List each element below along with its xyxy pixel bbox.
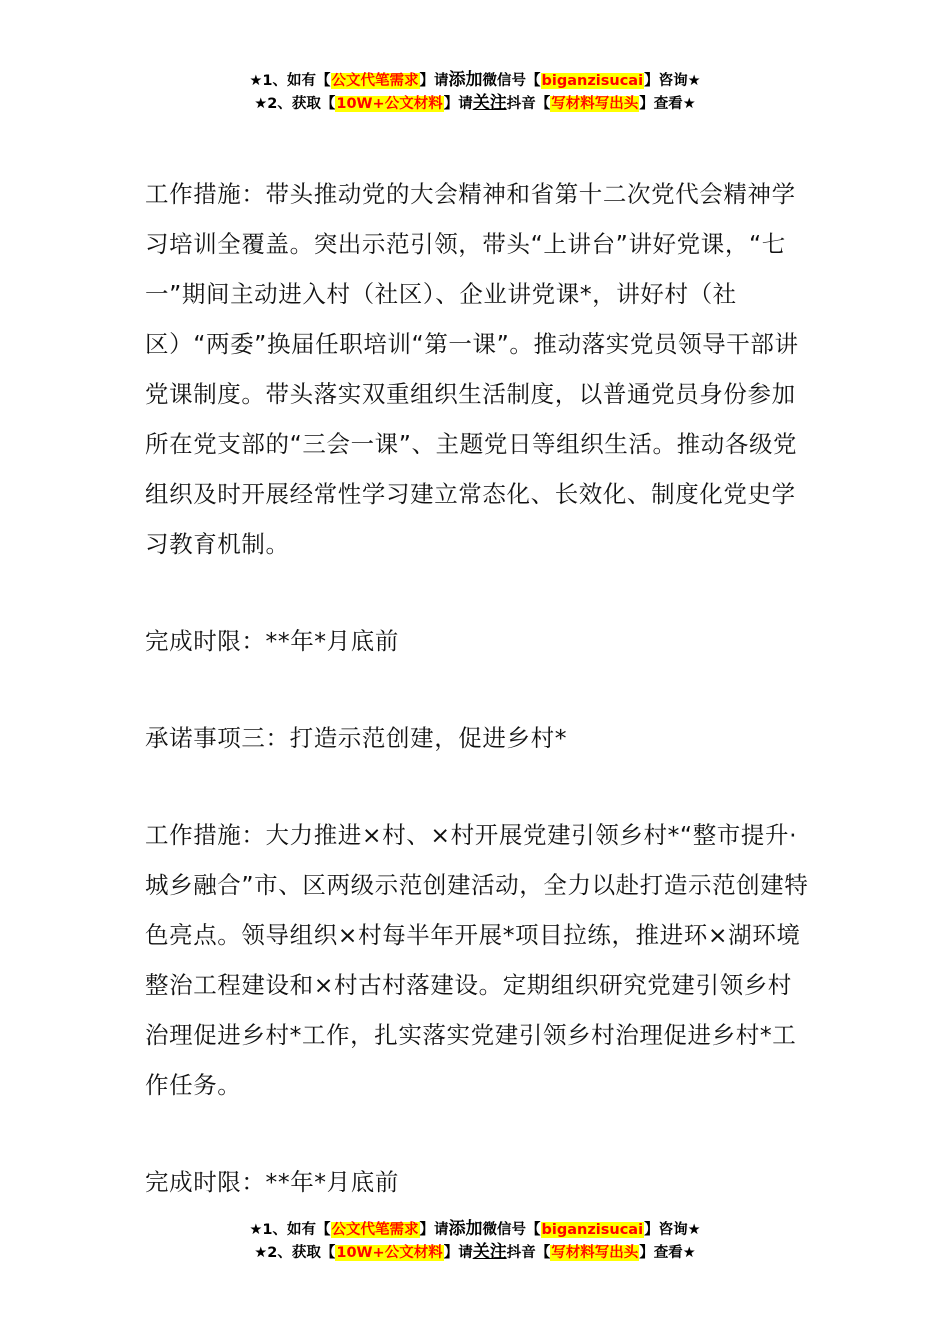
banner-text: 】查看★: [639, 1245, 696, 1261]
banner-emphasis: 关注: [472, 1242, 507, 1262]
banner-text: 】请: [443, 1245, 473, 1261]
banner-text: 抖音【: [506, 96, 551, 112]
banner-line-1: [0, 69, 950, 92]
banner-text: ★2、获取【: [254, 96, 336, 112]
deadline-paragraph: 完成时限：**年*月底前: [145, 1168, 399, 1196]
banner-highlight: 10W+公文材料: [336, 96, 443, 112]
banner-emphasis: 添加: [448, 70, 483, 90]
header-banner: [0, 69, 950, 115]
banner-text: ★2、获取【: [254, 1245, 336, 1261]
banner-text: 】咨询★: [644, 73, 701, 89]
banner-text: 】咨询★: [644, 1222, 701, 1238]
banner-highlight: 10W+公文材料: [336, 1245, 443, 1261]
banner-text: 】查看★: [639, 96, 696, 112]
banner-highlight: biganzisucai: [541, 1222, 644, 1238]
deadline-paragraph: 完成时限：**年*月底前: [145, 627, 399, 655]
banner-line-2: [0, 1241, 950, 1264]
commitment-heading: 承诺事项三：打造示范创建，促进乡村*: [145, 724, 568, 752]
banner-highlight: 写材料写出头: [551, 96, 639, 112]
banner-text: 微信号【: [482, 1222, 541, 1238]
banner-highlight: biganzisucai: [541, 73, 644, 89]
banner-text: ★1、如有【: [249, 1222, 331, 1238]
banner-text: 抖音【: [506, 1245, 551, 1261]
banner-emphasis: 添加: [448, 1219, 483, 1239]
banner-text: 】请: [443, 96, 473, 112]
banner-text: ★1、如有【: [249, 73, 331, 89]
work-measures-paragraph: 工作措施：大力推进×村、×村开展党建引领乡村*“整市提升·城乡融合”市、区两级示范创建活动，全力以赴打造示范创建特色亮点。领导组织×村每半年开展*项目拉练，推进环×湖环境整治工程建设和×村古村落建设。定期组织研究党建引领乡村治理促进乡村*工作，扎实落实党建引领乡村治理促进乡村*工作任务。: [145, 821, 809, 1099]
banner-line-2: [0, 92, 950, 115]
banner-highlight: 公文代笔需求: [331, 1222, 419, 1238]
banner-text: 】请: [419, 73, 449, 89]
footer-banner: [0, 1218, 950, 1264]
banner-text: 微信号【: [482, 73, 541, 89]
banner-highlight: 写材料写出头: [551, 1245, 639, 1261]
banner-line-1: [0, 1218, 950, 1241]
banner-highlight: 公文代笔需求: [331, 73, 419, 89]
banner-text: 】请: [419, 1222, 449, 1238]
banner-emphasis: 关注: [472, 93, 507, 113]
document-body: [145, 169, 810, 1207]
work-measures-paragraph: 工作措施：带头推动党的大会精神和省第十二次党代会精神学习培训全覆盖。突出示范引领，带头“上讲台”讲好党课，“七一”期间主动进入村（社区）、企业讲党课*，讲好村（社区）“两委”换届任职培训“第一课”。推动落实党员领导干部讲党课制度。带头落实双重组织生活制度，以普通党员身份参加所在党支部的“三会一课”、主题党日等组织生活。推动各级党组织及时开展经常性学习建立常态化、长效化、制度化党史学习教育机制。: [145, 180, 799, 558]
